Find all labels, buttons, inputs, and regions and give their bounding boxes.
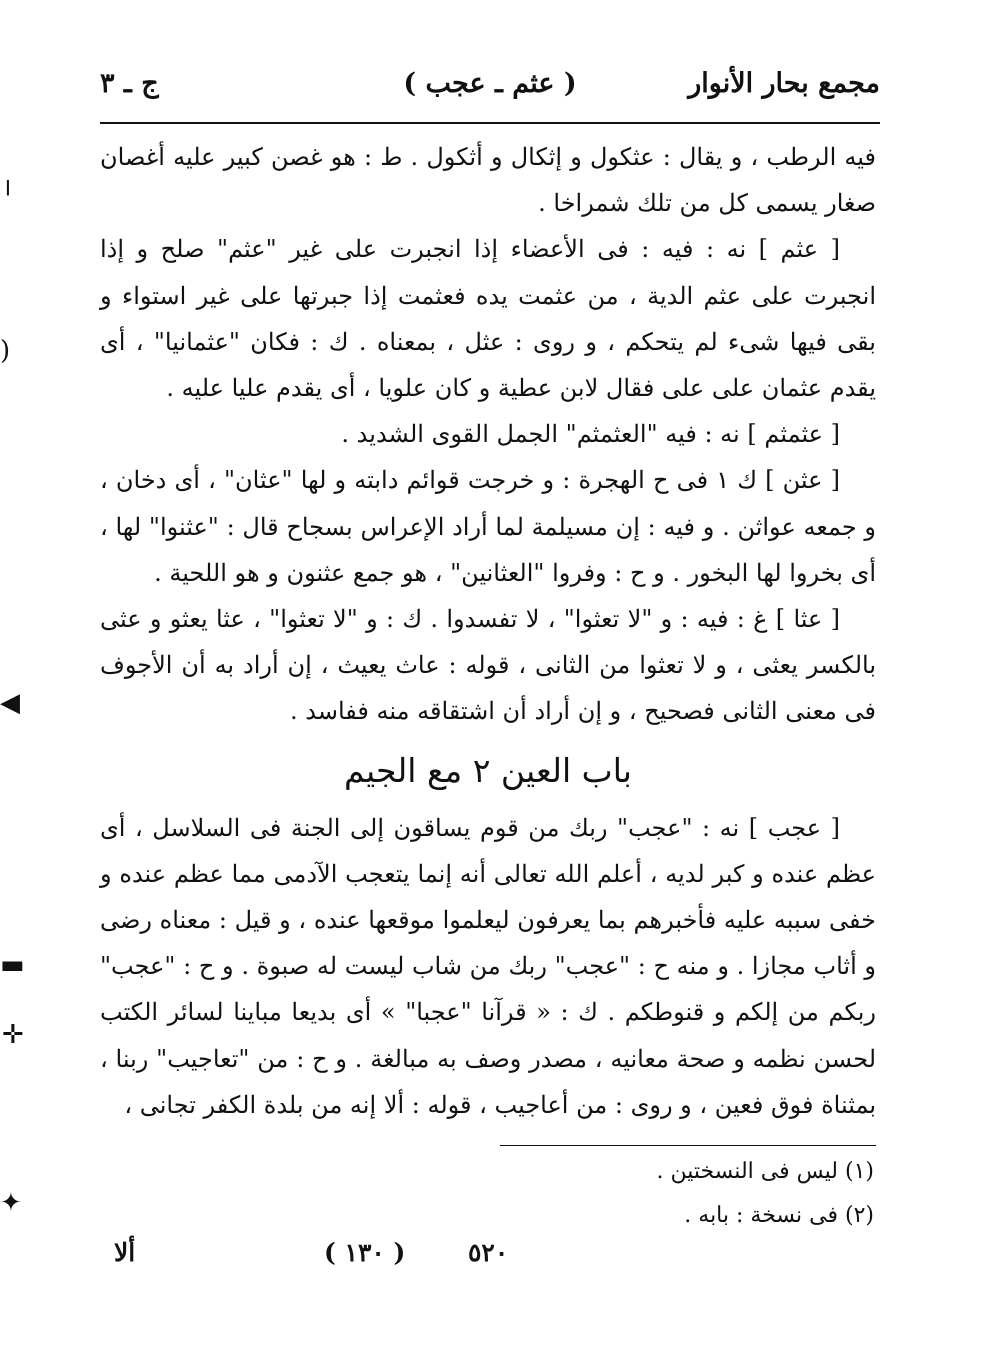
footnote-divider [500,1145,876,1146]
entry-ajab: [ عجب ] نه : "عجب" ربك من قوم يساقون إلى الجنة فى السلاسل ، أى عظم عنده و كبر لديه ، أعلم الله تعالى أنه إنما يتعجب الآدمى مما عظم عنده و خفى سببه عليه فأخبرهم بما يعرفون ليعلموا موقعها عنده ، و قيل : معناه رضى و أثاب مجازا . و منه ح : "عجب" ربك من شاب ليست له صبوة . و ح : "عجب" ربكم من إلكم و قنوطكم . ك : « قرآنا "عجبا" » أى بديعا مباينا لسائر الكتب لحسن نظمه و صحة معانيه ، مصدر وصف به مبالغة . و ح : من "تعاجيب" ربنا ، بمثناة فوق فعين ، و روى : من أعاجيب ، قوله : ألا إنه من بلدة الكفر تجانى ، [100,813,877,1119]
main-text [100,134,876,1128]
paragraph-athkul: فيه الرطب ، و يقال : عثكول و إثكال و أثكول . ط : هو غصن كبير عليه أغصان صغار يسمى كل من تلك شمراخا . [100,143,876,218]
footnote-1: (١) ليس فى النسختين . [656,1159,874,1184]
page-footer [100,1238,880,1278]
binding-mark: ╷ [0,166,16,196]
header-divider [100,122,880,124]
entry-atha: [ عثا ] غ : فيه : و "لا تعثوا" ، لا تفسدوا . ك : و "لا تعثوا" ، عثا يعثو و عثى بالكسر يعثى ، و لا تعثوا من الثانى ، قوله : عاث يعيث ، إن أراد به أن الأجوف فى معنى الثانى فصحيح ، و إن أراد أن اشتقاقه منه ففاسد . [100,605,876,726]
running-header [100,68,880,112]
book-title: مجمع بحار الأنوار [688,68,880,99]
entry-athamtham: [ عثمثم ] نه : فيه "العثمثم" الجمل القوى الشديد . [341,420,840,449]
entry-athan: [ عثن ] ك ١ فى ح الهجرة : و خرجت قوائم دابته و لها "عثان" ، أى دخان ، و جمعه عواثن . و فيه : إن مسيلمة لما أراد الإعراس بسجاح قال : "عثنوا" لها ، أى بخروا لها البخور . و ح : وفروا "العثانين" ، هو جمع عثنون و هو اللحية . [100,466,876,587]
footnote-2: (٢) فى نسخة : بابه . [684,1203,874,1228]
sheet-number: ( ١٣٠ ) [324,1238,406,1267]
footnotes [300,1150,874,1238]
binding-mark: ◀ [0,688,20,718]
binding-mark: ) [0,336,11,366]
binding-mark: ✛ [2,1020,24,1050]
catchword: ألا [114,1238,136,1267]
page-number: ٥٢٠ [468,1238,509,1267]
binding-mark: ✦ [0,1188,22,1218]
binding-mark: ▬ [0,950,25,980]
section-range: ( عثم ـ عجب ) [403,68,577,99]
section-heading: باب العين ٢ مع الجيم [344,750,632,790]
volume-number: ج ـ ٣ [100,68,159,99]
entry-athm: [ عثم ] نه : فيه : فى الأعضاء إذا انجبرت على غير "عثم" صلح و إذا انجبرت على عثم الدية ، من عثمت يده فعثمت إذا جبرتها على غير استواء و بقى فيها شىء لم يتحكم ، و روى : عثل ، بمعناه . ك : فكان "عثمانيا" ، أى يقدم عثمان على على فقال لابن عطية و كان علويا ، أى يقدم عليا عليه . [100,235,876,403]
